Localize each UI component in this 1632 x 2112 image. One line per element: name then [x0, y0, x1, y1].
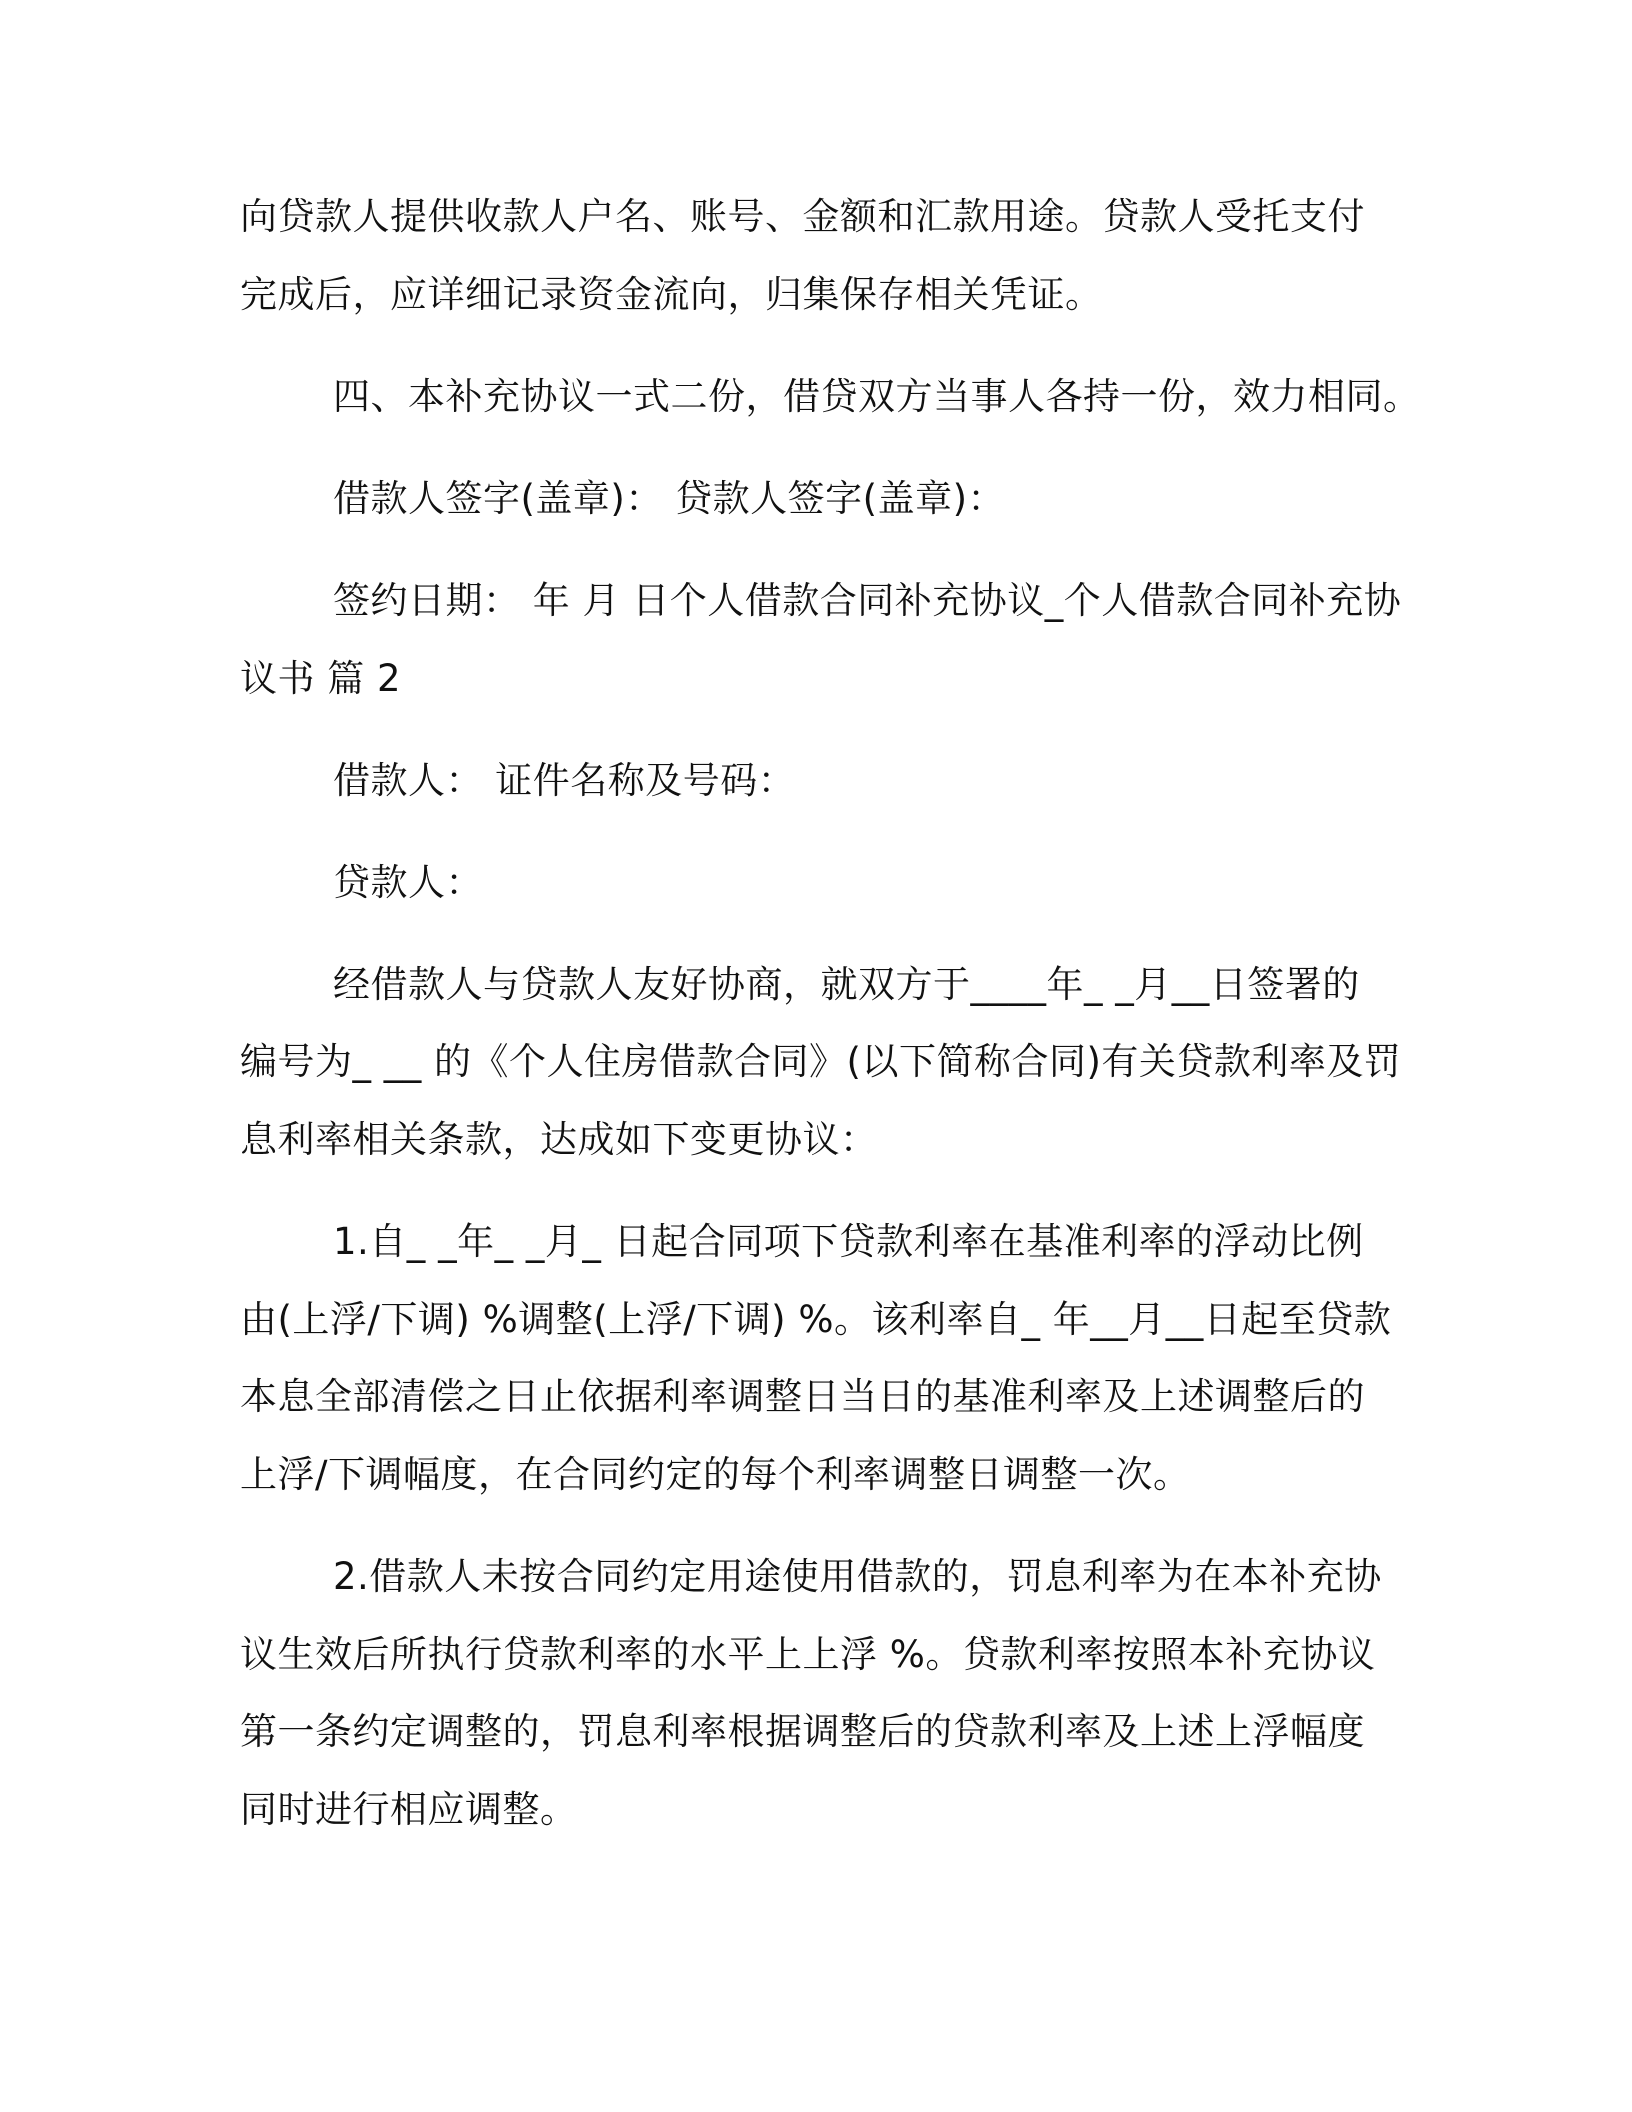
text-line: 议书 篇 2: [240, 657, 402, 700]
text-line: 借款人签字(盖章)： 贷款人签字(盖章)：: [333, 477, 1006, 520]
text-line: 借款人： 证件名称及号码：: [333, 759, 796, 802]
text-line: 2.借款人未按合同约定用途使用借款的，罚息利率为在本补充协: [333, 1555, 1382, 1598]
text-line: 第一条约定调整的，罚息利率根据调整后的贷款利率及上述上浮幅度: [240, 1710, 1365, 1753]
text-line: 由(上浮/下调) %调整(上浮/下调) %。该利率自_ 年__月__日起至贷款: [240, 1298, 1392, 1341]
text-line: 1.自_ _年_ _月_ 日起合同项下贷款利率在基准利率的浮动比例: [333, 1220, 1364, 1263]
text-line: 同时进行相应调整。: [240, 1788, 578, 1831]
text-line: 上浮/下调幅度，在合同约定的每个利率调整日调整一次。: [240, 1453, 1191, 1496]
text-line: 四、本补充协议一式二份，借贷双方当事人各持一份，效力相同。: [333, 375, 1421, 418]
text-line: 议生效后所执行贷款利率的水平上上浮 %。贷款利率按照本补充协议: [240, 1633, 1376, 1676]
text-line: 签约日期： 年 月 日个人借款合同补充协议_个人借款合同补充协: [333, 579, 1402, 622]
text-line: 息利率相关条款，达成如下变更协议：: [240, 1118, 878, 1161]
text-line: 经借款人与贷款人友好协商，就双方于____年_ _月__日签署的: [333, 963, 1360, 1006]
text-line: 本息全部清偿之日止依据利率调整日当日的基准利率及上述调整后的: [240, 1375, 1365, 1418]
text-line: 完成后，应详细记录资金流向，归集保存相关凭证。: [240, 273, 1103, 316]
text-line: 编号为_ __ 的《个人住房借款合同》(以下简称合同)有关贷款利率及罚: [240, 1040, 1402, 1083]
text-line: 贷款人：: [333, 861, 483, 904]
text-line: 向贷款人提供收款人户名、账号、金额和汇款用途。贷款人受托支付: [240, 195, 1365, 238]
